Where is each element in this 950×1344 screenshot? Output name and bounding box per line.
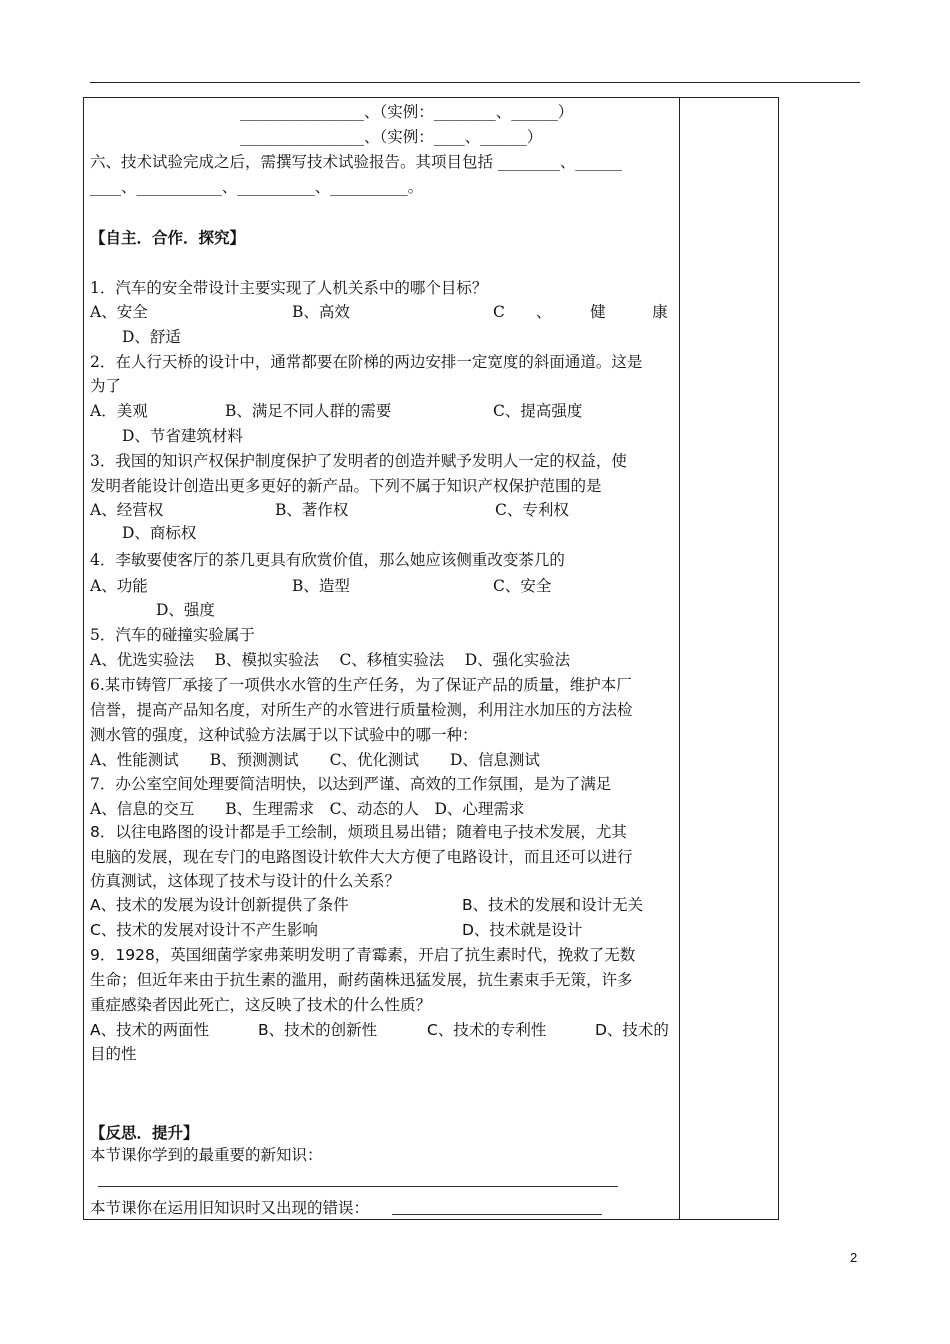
q8-option-d: D、技术就是设计 [462, 921, 583, 939]
q3-stem-2: 发明者能设计创造出更多更好的新产品。下列不属于知识产权保护范围的是 [90, 477, 602, 495]
q8-stem-3: 仿真测试，这体现了技术与设计的什么关系？ [90, 872, 401, 890]
q9-option-c: C、技术的专利性 [427, 1021, 547, 1039]
q8-stem-2: 电脑的发展，现在专门的电路图设计软件大大方便了电路设计，而且还可以进行 [90, 848, 633, 866]
q3-option-c: C、专利权 [495, 501, 569, 519]
header-rule [90, 82, 860, 83]
page-number: 2 [850, 1250, 858, 1265]
q3-stem-1: 3．我国的知识产权保护制度保护了发明者的创造并赋予发明人一定的权益，使 [90, 452, 627, 470]
q6-options: A、性能测试 B、预测测试 C、优化测试 D、信息测试 [90, 751, 540, 769]
q1-stem: 1．汽车的安全带设计主要实现了人机关系中的哪个目标？ [90, 279, 488, 297]
section-title-reflect: 【反思．提升】 [90, 1124, 199, 1142]
q5-options: A、优选实验法 B、模拟实验法 C、移植实验法 D、强化实验法 [90, 651, 571, 669]
report-items-line-1: 六、技术试验完成之后，需撰写技术试验报告。其项目包括 ________、______ [90, 153, 622, 171]
q6-stem-1: 6.某市铸管厂承接了一项供水水管的生产任务，为了保证产品的质量，维护本厂 [90, 676, 632, 694]
q1-option-c: C 、 健 康 [493, 303, 668, 321]
fill-line-1: ________________、（实例：________、______） [240, 103, 574, 121]
q8-option-b: B、技术的发展和设计无关 [462, 896, 644, 914]
q9-stem-1: 9．1928，英国细菌学家弗莱明发明了青霉素，开启了抗生素时代，挽救了无数 [90, 946, 636, 964]
q9-option-d: D、技术的 [595, 1021, 669, 1039]
q1-option-b: B、高效 [292, 303, 350, 321]
q7-stem: 7．办公室空间处理要简洁明快，以达到严谨、高效的工作氛围，是为了满足 [90, 775, 612, 793]
q6-stem-2: 信誉，提高产品知名度，对所生产的水管进行质量检测，利用注水加压的方法检 [90, 701, 633, 719]
q1-option-d: D、舒适 [122, 328, 181, 346]
q2-stem-2: 为了 [90, 377, 122, 395]
fill-line-2: ________________、（实例：____、______） [240, 128, 543, 146]
q7-options: A、信息的交互 B、生理需求 C、动态的人 D、心理需求 [90, 800, 525, 818]
q9-option-b: B、技术的创新性 [258, 1021, 378, 1039]
reflect-prompt-new-knowledge: 本节课你学到的最重要的新知识： [90, 1146, 323, 1164]
q3-option-b: B、著作权 [275, 501, 349, 519]
q1-option-a: A、安全 [90, 303, 148, 321]
q3-option-d: D、商标权 [122, 524, 197, 542]
q9-stem-3: 重症感染者因此死亡，这反映了技术的什么性质？ [90, 996, 432, 1014]
q2-option-b: B、满足不同人群的需要 [225, 402, 392, 420]
q5-stem: 5．汽车的碰撞实验属于 [90, 626, 255, 644]
q6-stem-3: 测水管的强度，这种试验方法属于以下试验中的哪一种： [90, 726, 478, 744]
q4-option-d: D、强度 [156, 601, 215, 619]
q3-option-a: A、经营权 [90, 501, 164, 519]
q4-stem: 4．李敏要使客厅的茶几更具有欣赏价值，那么她应该侧重改变茶几的 [90, 551, 565, 569]
report-items-line-2: ____、___________、__________、__________。 [90, 178, 424, 196]
answer-line-errors [392, 1214, 602, 1215]
q9-option-a: A、技术的两面性 [90, 1021, 210, 1039]
q8-option-a: A、技术的发展为设计创新提供了条件 [90, 896, 349, 914]
q2-option-d: D、节省建筑材料 [122, 427, 243, 445]
reflect-prompt-errors: 本节课你在运用旧知识时又出现的错误： [90, 1199, 370, 1217]
q4-option-b: B、造型 [292, 577, 350, 595]
q8-option-c: C、技术的发展对设计不产生影响 [90, 921, 318, 939]
q8-stem-1: 8．以往电路图的设计都是手工绘制，烦琐且易出错；随着电子技术发展，尤其 [90, 823, 627, 841]
table-column-divider [679, 97, 680, 1220]
section-title-explore: 【自主．合作．探究】 [90, 229, 246, 247]
q4-option-c: C、安全 [493, 577, 552, 595]
q2-option-c: C、提高强度 [493, 402, 583, 420]
q9-option-d-continued: 目的性 [90, 1045, 137, 1063]
q2-stem-1: 2．在人行天桥的设计中，通常都要在阶梯的两边安排一定宽度的斜面通道。这是 [90, 353, 643, 371]
q2-option-a: A．美观 [90, 402, 148, 420]
answer-line-new-knowledge [98, 1186, 618, 1187]
q4-option-a: A、功能 [90, 577, 148, 595]
q9-stem-2: 生命；但近年来由于抗生素的滥用，耐药菌株迅猛发展，抗生素束手无策，许多 [90, 971, 633, 989]
